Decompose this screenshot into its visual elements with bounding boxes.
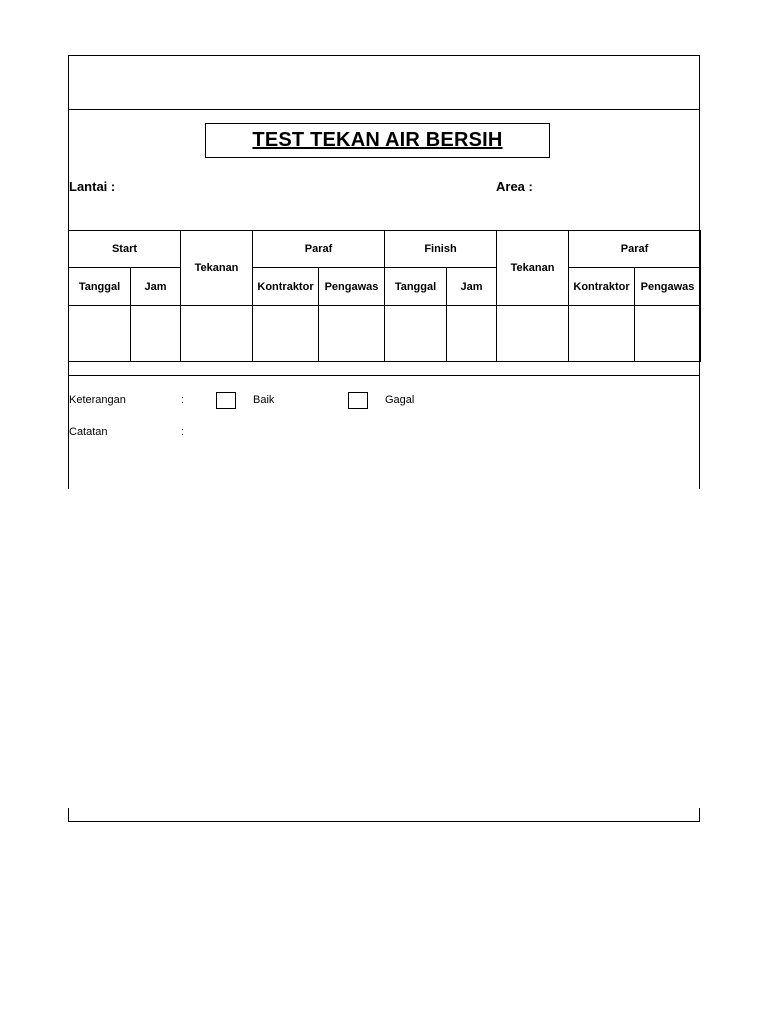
- finish-pengawas-cell: [635, 306, 701, 362]
- keterangan-colon: :: [181, 394, 185, 406]
- remarks-separator-line: [68, 375, 700, 376]
- lantai-label: Lantai :: [69, 179, 116, 194]
- baik-label: Baik: [253, 394, 275, 406]
- keterangan-label: Keterangan: [69, 394, 126, 406]
- finish-kontraktor-cell: [569, 306, 635, 362]
- start-header: Start: [69, 231, 181, 268]
- gagal-checkbox: [348, 392, 368, 409]
- start-kontraktor-cell: [253, 306, 319, 362]
- catatan-colon: :: [181, 426, 185, 438]
- tekanan-header-start: Tekanan: [181, 231, 253, 306]
- baik-checkbox: [216, 392, 236, 409]
- tekanan-header-finish: Tekanan: [497, 231, 569, 306]
- finish-tanggal-cell: [385, 306, 447, 362]
- finish-kontraktor-header: Kontraktor: [569, 268, 635, 306]
- finish-jam-header: Jam: [447, 268, 497, 306]
- gagal-label: Gagal: [385, 394, 415, 406]
- start-tanggal-cell: [69, 306, 131, 362]
- area-label: Area :: [496, 179, 533, 194]
- frame-top-line: [68, 55, 700, 56]
- start-kontraktor-header: Kontraktor: [253, 268, 319, 306]
- finish-tanggal-header: Tanggal: [385, 268, 447, 306]
- start-jam-cell: [131, 306, 181, 362]
- pressure-test-table: [68, 230, 701, 362]
- table-row: [69, 306, 701, 362]
- bottom-frame-left-line: [68, 808, 69, 822]
- start-pengawas-cell: [319, 306, 385, 362]
- finish-tekanan-cell: [497, 306, 569, 362]
- header-separator-line: [68, 109, 700, 110]
- bottom-frame-right-line: [699, 808, 700, 822]
- document-title: TEST TEKAN AIR BERSIH: [252, 129, 503, 151]
- catatan-label: Catatan: [69, 426, 108, 438]
- finish-jam-cell: [447, 306, 497, 362]
- start-tanggal-header: Tanggal: [69, 268, 131, 306]
- title-box: [205, 123, 550, 158]
- paraf-header-start: Paraf: [253, 231, 385, 268]
- finish-header: Finish: [385, 231, 497, 268]
- start-jam-header: Jam: [131, 268, 181, 306]
- bottom-frame-line: [68, 821, 700, 822]
- paraf-header-finish: Paraf: [569, 231, 701, 268]
- finish-pengawas-header: Pengawas: [635, 268, 701, 306]
- start-tekanan-cell: [181, 306, 253, 362]
- start-pengawas-header: Pengawas: [319, 268, 385, 306]
